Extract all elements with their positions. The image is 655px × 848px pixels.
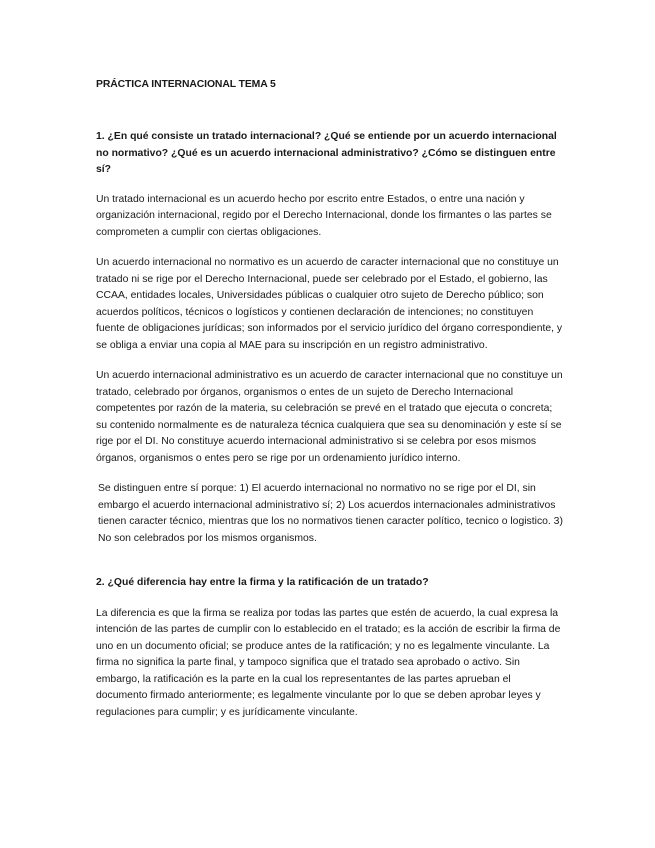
answer-1-paragraph-3: Un acuerdo internacional administrativo es un acuerdo de caracter internacional que no constituye un tratado, celebrado por órganos, organismos o entes de un sujeto de Derecho Internacional competentes por razón de la materia, su celebración se prevé en el tratado que ejecuta o concreta; su contenido normalmente es de naturaleza técnica cualquiera que sea su denominación y este sí se rige por el DI. No constituye acuerdo internacional administrativo si se celebra por esos mismos órganos, organismos o entes pero se rige por un ordenamiento jurídico interno. — [96, 370, 563, 464]
answer-1-paragraph-1: Un tratado internacional es un acuerdo hecho por escrito entre Estados, o entre una nación y organización internacional, regido por el Derecho Internacional, donde los firmantes o las partes se comprometen a cumplir con ciertas obligaciones. — [96, 193, 552, 238]
answer-1-paragraph-4: Se distinguen entre sí porque: 1) El acuerdo internacional no normativo no se rige por el DI, sin embargo el acuerdo internacional administrativo sí; 2) Los acuerdos internacionales administrativos tienen caracter técnico, mientras que los no normativos tienen caracter político, tecnico o logistico. 3) No son celebrados por los mismos organismos. — [98, 483, 563, 544]
answer-2-paragraph-1: La diferencia es que la firma se realiza por todas las partes que estén de acuerdo, la cual expresa la intención de las partes de cumplir con lo establecido en el tratado; es la acción de escribir la firma de uno en un documento oficial; se produce antes de la ratificación; y no es legalmente vinculante. La firma no significa la parte final, y tampoco significa que el tratado sea aprobado o activo. Sin embargo, la ratificación es la parte en la cual los representantes de las partes aprueban el documento firmado anteriormente; es legalmente vinculante por lo que se deben aprobar leyes y regulaciones para cumplir; y es jurídicamente vinculante. — [96, 607, 561, 718]
document-page — [96, 78, 564, 721]
document-title: PRÁCTICA INTERNACIONAL TEMA 5 — [96, 79, 276, 90]
question-2-heading: 2. ¿Qué diferencia hay entre la firma y la ratificación de un tratado? — [96, 577, 429, 588]
answer-1-paragraph-2: Un acuerdo internacional no normativo es un acuerdo de caracter internacional que no constituye un tratado ni se rige por el Derecho Internacional, puede ser celebrado por el Estado, el gobierno, las CCAA, entidades locales, Universidades públicas o cualquier otro sujeto de Derecho público; son acuerdos políticos, técnicos o logísticos y contienen declaración de intenciones; no constituyen fuente de obligaciones jurídicas; son informados por el servicio jurídico del órgano correspondiente, y se obliga a enviar una copia al MAE para su inscripción en un registro administrativo. — [96, 257, 563, 351]
question-1-heading: 1. ¿En qué consiste un tratado internacional? ¿Qué se entiende por un acuerdo internacional no normativo? ¿Qué es un acuerdo internacional administrativo? ¿Cómo se distinguen entre sí? — [96, 131, 557, 175]
